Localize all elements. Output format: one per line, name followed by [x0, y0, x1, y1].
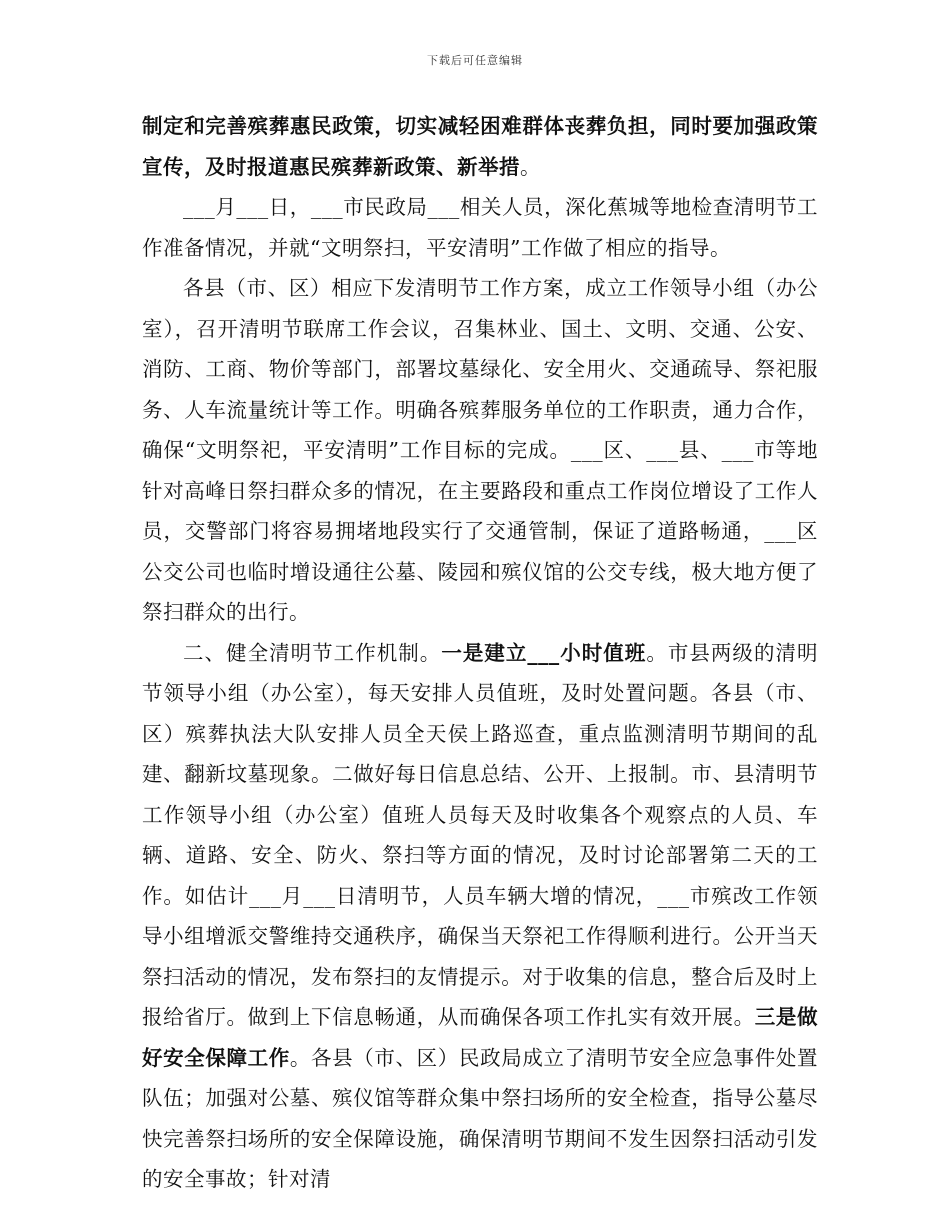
- bold-text: 三是做好安全保障工作: [142, 1005, 819, 1070]
- paragraph-text: 二、健全清明节工作机制。: [183, 640, 442, 665]
- paragraph-text: 。市县两级的清明节领导小组（办公室），每天安排人员值班，及时处置问题。各县（市、区）殡葬执法大队安排人员全天侯上路巡查，重点监测清明节期间的乱建、翻新坟墓现象。二做好每日信息总结、公开、上报制。市、县清明节工作领导小组（办公室）值班人员每天及时收集各个观察点的人员、车辆、道路、安全、防火、祭扫等方面的情况，及时讨论部署第二天的工作。如估计___月___日清明节，人员车辆大增的情况，___市殡改工作领导小组增派交警维持交通秩序，确保当天祭祀工作得顺利进行。公开当天祭扫活动的情况，发布祭扫的友情提示。对于收集的信息，整合后及时上报给省厅。做到上下信息畅通，从而确保各项工作扎实有效开展。: [142, 640, 819, 1029]
- paragraph-policy-summary: [142, 106, 818, 187]
- paragraph-county-plans: [142, 268, 818, 633]
- bold-text: 制定和完善殡葬惠民政策，切实减轻困难群体丧葬负担，同时要加强政策宣传，及时报道惠民殡葬新政策、新举措: [142, 114, 818, 179]
- bold-text: 一是建立___小时值班: [441, 640, 647, 665]
- paragraph-text: 。各县（市、区）民政局成立了清明节安全应急事件处置队伍；加强对公墓、殡仪馆等群众集中祭扫场所的安全检查，指导公墓尽快完善祭扫场所的安全保障设施，确保清明节期间不发生因祭扫活动引发的安全事故；针对清: [142, 1045, 819, 1191]
- paragraph-work-mechanism: [142, 633, 818, 1200]
- document-body: [142, 106, 818, 1200]
- paragraph-inspection: [142, 187, 818, 268]
- paragraph-text: ___月___日，___市民政局___相关人员，深化蕉城等地检查清明节工作准备情况，并就“文明祭扫，平安清明”工作做了相应的指导。: [142, 195, 818, 260]
- page-header: 下载后可任意编辑: [427, 54, 523, 67]
- paragraph-text: 各县（市、区）相应下发清明节工作方案，成立工作领导小组（办公室），召开清明节联席工作会议，召集林业、国土、文明、交通、公安、消防、工商、物价等部门，部署坟墓绿化、安全用火、交通疏导、祭祀服务、人车流量统计等工作。明确各殡葬服务单位的工作职责，通力合作，确保“文明祭祀，平安清明”工作目标的完成。___区、___县、___市等地针对高峰日祭扫群众多的情况，在主要路段和重点工作岗位增设了工作人员，交警部门将容易拥堵地段实行了交通管制，保证了道路畅通，___区公交公司也临时增设通往公墓、陵园和殡仪馆的公交专线，极大地方便了祭扫群众的出行。: [142, 276, 818, 624]
- paragraph-text: 。: [520, 154, 541, 179]
